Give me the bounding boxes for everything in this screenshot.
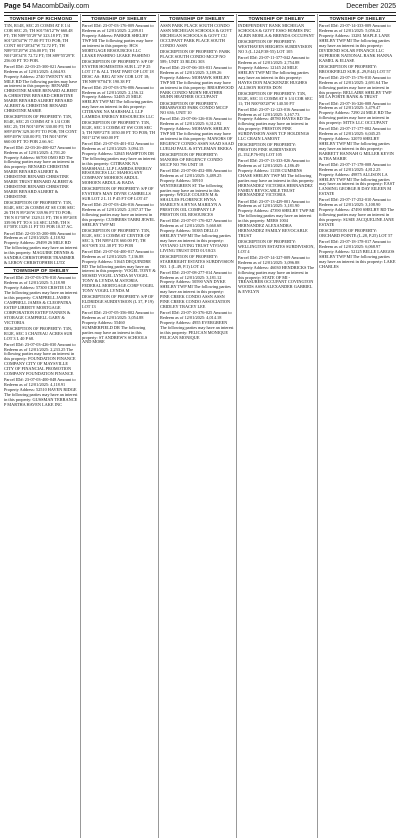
tax-notice-entry: Parcel ID#: 22-03-26-400-027 Amount to Redeem as of 12/01/2025: 4,701.20 Property Address: 66700 OMO RD The following parties may have an interest in this property: BENARD CHRISTINE MARIE BENARD ALBERT & CHRISTINE BENARD CHRISTINE MARIE TRUST BENARD ALBERT & CHRISTINE BENARD CHRISTINE MARIE BENARD ALBERT & CHRISTINE [4, 144, 76, 199]
notice-column-4 [238, 14, 315, 838]
tax-notice-entry: Parcel ID#: 23-07-06-126-016 Amount to Redeem as of 12/01/2025: 6,312.92 Property Address: MOHAWK SHELBY TWP MI The following parties may have an interest in this property: MANORS OF REGENCY CONDO ASSN SAAD SAAD LUELHJ PAUL & STYLEMAN EKEKA [160, 116, 234, 151]
notice-column-2 [82, 14, 156, 838]
tax-notice-entry: DESCRIPTION OF PROPERTY: T3N, R14E, SEC 26 COMM AT SE COR SEC 26 TH N 89°26'W 339.96 FT TO POB; TH N 01°58'W 1329.11 FT; TH S 89°26'E 339.96 FT TO S 1/4 SEC LINE; TH S 01°58'E 1329.11 FT TO POB 10.37 AC. [4, 199, 77, 230]
column-divider [158, 14, 159, 838]
tax-notice-entry: DESCRIPTION OF PROPERTY: WESTHAVEN HEIGHTS SUBDIVISION NO 3 (L.124,P.38-55) LOT 105 [238, 39, 313, 55]
township-section-header: TOWNSHIP OF SHELBY [238, 15, 315, 22]
township-section-header: TOWNSHIP OF RICHMOND [4, 15, 78, 22]
tax-notice-entry: Parcel ID#: 23-07-14-327-009 Amount to Redeem as of 12/01/2025: 3,096.88 Property Address: 46030 HENDRICKS The following parties may have an interest in this property: STATE OF MI - TREASURER OCCUPANT COVINGTON WOODS ASSN ALEXANDER GABRIEL & EVELYN [238, 254, 315, 295]
tax-notice-entry: Parcel ID#: 23-07-06-452-006 Amount to Redeem as of 12/01/2025: 3,489.25 Property Address: 50910 WINTERGREEN ST The following parties may have an interest in this property: WIGLE COLEEN M & SHAULES FLORENCE HYNA MARILYN A HYNA MARILYN A PRESTON OIL COMPANY LP PRESTON OIL RESOURCES [160, 167, 232, 218]
tax-notice-entry: Parcel ID#: 23-07-03-426-016 Amount to Redeem as of 12/01/2025: 2,937.37 The following parties may have an interest in this property: CUMBERS TABBI JEWEL SHELBY TWP MI [82, 202, 155, 227]
site-name: MacombDaily.com [32, 3, 90, 10]
tax-notice-entry: DESCRIPTION OF PROPERTY: MANORS OF REGENCY CONDO MCCP NO 796 UNIT 18 [160, 152, 223, 167]
tax-notice-entry: DESCRIPTION OF PROPERTY: PARK PLACE SOUTH CONDO MCCP NO 589; UNIT 33 BLDG 303 [160, 49, 231, 64]
tax-notice-entry: ASSN PARK PLACE SOUTH CONDO ASSN MICHIGAN SCHOOLS & GOVT MICHIGAN SCHOOLS & GOVT CU OCCUPANT PARK PLACE SOUTH CONDO ASSN [160, 23, 233, 49]
tax-notice-entry: DESCRIPTION OF PROPERTY: S/P OF ELDRIDGE SUBDIVISION (L 37, P 19) LOT 13 [82, 294, 154, 309]
tax-notice-entry: Parcel ID#: 23-07-13-429-001 Amount to Redeem as of 12/01/2025: 3,181.90 Property Address: 47390 SHELBY TWP MI The following parties may have an interest in this property: MERS 1004 HERNANDEZ ALEXANDRA HERNANDEZ FAMILY REVOCABLE TRUST [238, 198, 315, 238]
township-section-header: TOWNSHIP OF SHELBY [319, 15, 396, 22]
tax-notice-entry: INDEPENDENT BANK MICHIGAN SCHOOLS & GOVT ESSO HOMES INC ALBIN MORLA & BRENDA OCCUPANT [238, 23, 315, 39]
tax-notice-entry: DESCRIPTION OF PROPERTY: T3N, R14E, SEC 25 COMM AT S 1/4 COR SEC 25; TH N01°49'W 330.00 FT; TH S89°49'W 329.30 FT TO POB; TH CONT S89°49'W 330.00 FT; TH N01°49'W 660.00 FT TO POB 2.66 AC [4, 114, 78, 144]
tax-notice-entry: DESCRIPTION OF PROPERTY: S/P OF EYSTER'S MAN DIVNE CAMBELLS SUB LOT 2 L 11 P 45 FT OF LOT 47 [82, 186, 154, 202]
header-rule [4, 12, 396, 13]
tax-notice-entry: Parcel ID#: 23-07-03-400-048 Amount to Redeem as of 12/01/2025: 4,118.91 Property Address: 52510 HAVEN RIDGE The following parties may have an interest in this property: GUSSMAN TERRANCE P MARTHA HAVEN LAKE INC [4, 377, 78, 407]
tax-notice-entry: DESCRIPTION OF PROPERTY: ORCHARD POINTE (L.28, P.25) LOT 57 [319, 227, 393, 238]
tax-notice-entry: Parcel ID#: 23-07-11-377-042 Amount to Redeem as of 12/01/2025: 2,754.88 Property Address: 12145 24 MILE SHELBY TWP MI The following parties may have an interest in this property: HAYES DON MACKENZIE HUGHES ALLISON HAYES DON [238, 55, 310, 90]
tax-notice-entry: Parcel ID#: 23-07-06-103-031 Amount to Redeem as of 12/01/2025: 3,189.26 Property Address: MOHAWK SHELBY TWP MI The following parties may have an interest in this property: BRIARWOOD PARK CONDO MUHN HEATHER MUHN HEATHER OCCUPANT [160, 65, 234, 100]
notice-column-1 [4, 14, 78, 838]
notice-column-5 [319, 14, 396, 838]
tax-notice-entry: DESCRIPTION OF PROPERTY: BRIARWOOD PARK CONDO MCCP NO 636; UNIT 10 [160, 100, 228, 116]
column-divider [236, 14, 237, 838]
tax-notice-entry: DESCRIPTION OF PROPERTY: PRESTON PINE SUBDIVISION (L.152,P.76-85) LOT 105 [238, 142, 297, 157]
tax-notice-entry: Parcel ID#: 23-07-03-376-010 Amount to Redeem as of 12/01/2025: 5,118.98 Property Address: 57300 CRISTIE LN The following parties may have an interest in this property: CAMPBELL JAMES CAMPBELL JAMES & CLEOPATRA ESTEP LIBERTY MORTGAGE CORPORATION ESTEP TANNEN & STORAGE CAMPBELL GARY & VICTORIA [4, 275, 78, 325]
tax-notice-entry: Parcel ID#: 23-07-07-176-027 Amount to Redeem as of 12/01/2025: 5,660.68 Property Address: 50385 DELLO SHELBY TWP MI The following parties may have an interest in this property: VIVIANO LIVING TRUST VIVIANO LIVING TRUST DTD 01/18/23 [160, 218, 232, 253]
tax-notice-entry: Parcel ID#: 23-07-03-376-006 Amount to Redeem as of 12/01/2025: 2,156.12 Property Address: 52485 25 MILE SHELBY TWP MI The following parties may have an interest in this property: CITIBANK NA MARSHALL LLP LAMBDA ENERGY RESOURCES LLC [82, 84, 154, 120]
tax-notice-entry: Parcel ID#: 23-07-16-326-008 Amount to Redeem as of 12/01/2025: 3,479.47 Property Address: 7290 24 MILE RD The following parties may have an interest in this property: MTTS LLC OCCUPANT [319, 100, 392, 126]
tax-notice-entry: Parcel ID#: 22-03-25-300-021 Amount to Redeem as of 12/01/2025: 4,664.93 Property Address: 2740 TWENTY SIX MILE RD The following parties may have an interest in this property: BENARD CHRISTINE MARIE BENARD ALBERT & CHRISTINE BENARD CHRISTINE MARIE BENARD ALBERT BENARD ALBERT & CHRISTINE BENARD CHRISTINE MARIE [4, 63, 78, 113]
tax-notice-entry: Parcel ID#: 23-07-08-277-014 Amount to Redeem as of 12/01/2025: 3,181.12 Property Address: 50590 VAN DYKE SHELBY TWP MI The following parties may have an interest in this property: PINE CREEK CONDO ASSN ASSN PINE CREEK CONDO ASSOCIATION CRIDLEY TRACEY LEE [160, 269, 232, 309]
tax-notice-entry: Parcel ID#: 23-07-17-177-002 Amount to Redeem as of 12/01/2025: 6,045.25 Property Address: 32070 SHELBY SHELBY TWP MI The following parties may have an interest in this property: BARRETT HANNAH G MILLER KEVIN & TRA MARIE [319, 126, 394, 161]
township-section-header: TOWNSHIP OF SHELBY [4, 267, 78, 274]
page-number: Page 54 [4, 3, 31, 10]
tax-notice-entry: Parcel ID#: 23-07-03-176-009 Amount to Redeem as of 12/01/2025: 2,209.01 Property Address: PARKER SHELBY TWP MI The following parties may have an interest in this property: HCS MORTGAGE RESOURCES LLC LEAKE PASHINO LEAKE PASHINO [82, 23, 154, 58]
tax-notice-entry: Parcel ID#: 23-07-18-178-017 Amount to Redeem as of 12/01/2025: 6,068.97 Property Address: 52125 BELLE LARGOS SHELBY TWP MI The following parties may have an interest in this property: LAKE CHARLES [319, 238, 396, 269]
notice-column-3 [160, 14, 234, 838]
tax-notice-entry: T3N, R14E, SEC 25 COMM AT E 1/4 COR SEC 25; TH S01°56'12"W 660.48 FT; TH N89°55'29"W 323.18 FT; TH S01°28'34"W 77.00 FT TO POB; TH CONT S01°28'34"W 72.72 FT; TH N89°55'29"W 256.00 FT; TH N01°28'34"E 72.72 FT; TH S89°55'29"E 256.00 FT TO POB. [4, 23, 75, 63]
tax-notice-entry: DESCRIPTION OF PROPERTY: STARBRIGHT ESTATES SUBDIVISION NO. 1 (L.49, P.1) LOT 41 [160, 253, 234, 269]
issue-date: December 2025 [346, 3, 396, 10]
tax-notice-entry: Parcel ID#: 23-07-15-176-010 Amount to Redeem as of 12/01/2025: 2,691.64 The following parties may have an interest in this property: BELLAIRE SHELBY TWP MI LA PORTE BANK & TRUST [319, 74, 392, 100]
tax-notice-entry: Parcel ID#: 23-07-17-178-008 Amount to Redeem as of 12/01/2025: 4,812.25 Property Address: 49875 ALLISON LA SHELBY TWP MI The following parties may have an interest in this property: EAST LANSING GEORGE B DAY EILEEN M ESTATE [319, 161, 395, 197]
township-section-header: TOWNSHIP OF SHELBY [82, 15, 156, 22]
tax-notice-entry: Parcel ID#: 23-07-17-252-010 Amount to Redeem as of 12/01/2025: 3,108.90 Property Address: 47490 SHELBY RD The following parties may have an interest in this property: SUSIE JACQUELINE JANE ESTATE [319, 197, 395, 227]
tax-notice-entry: DESCRIPTION OF PROPERTY: T3N, R12E, SEC 3 COMM AT SW COR SEC 3; TH N89°27'E 1050.00 FT TO POB; TH N01°12'W 660.00 FT [82, 120, 156, 140]
township-section-header: TOWNSHIP OF SHELBY [160, 15, 234, 22]
tax-notice-entry: DESCRIPTION OF PROPERTY: BROOKFIELD SUB (L.29,P.44) LOT 57 [319, 63, 391, 74]
tax-notice-entry: Parcel ID#: 23-07-14-333-009 Amount to Redeem as of 12/01/2025: 5,056.22 Property Address: 13281 MAPLE LANE SHELBY TWP MI The following parties may have an interest in this property: DIVIDEND SOLAR FINANCE LLC SUPERIOR NATIONAL BANK HANNA KAMEL & ELIASE [319, 23, 393, 63]
tax-notice-entry: Parcel ID#: 23-07-12-123-016 Amount to Redeem as of 12/01/2025: 3,167.73 Property Address: 48780 HAYES RD The following parties may have an interest in this property: PRESTON PINE SUBDIVISION ASSN TCF HOLDINGS LLC CRAIN LAMONT [238, 106, 311, 142]
column-divider [80, 14, 81, 838]
tax-notice-entry: Parcel ID#: 22-03-35-200-006 Amount to Redeem as of 12/01/2025: 4,118.92 Property Address: 29499 26 MILE RD The following parties may have an interest in this property: MAGUIRE DENNIS & SANDRA CHRISTOPHER TRAMMER & LEROY CHRISTOPHER LUTZ [4, 230, 78, 265]
tax-notice-entry: DESCRIPTION OF PROPERTY: T3N, R12E, SEC 3 CHATEAU ACRES SUB LOT 3 L 40 P 68. [4, 325, 73, 341]
tax-notice-entry: Parcel ID#: 23-07-03-401-012 Amount to Redeem as of 12/01/2025: 3,094.15 Property Address: 52845 HAMPTON DR The following parties may have an interest in this property: CITIBANK NA MARSHALL LLP LAMBDA ENERGY RESOURCES LLC MAHOGANY COMPANY MOHOEN ABDUL MOHOEN ABDUL & BADA [82, 141, 156, 186]
tax-notice-entry: DESCRIPTION OF PROPERTY: T3N, R12E, SEC 11 COMM AT S 1/4 COR SEC 11; TH N00°00'28"W 140.50 FT [238, 90, 313, 106]
page-header [4, 2, 396, 12]
tax-notice-entry: Parcel ID#: 23-07-10-376-025 Amount to Redeem as of 12/01/2025: 4,014.18 Property Address: 4955 EVERGREEN The following parties may have an interest in this property: PELICAN MONIQUE PELICAN MONIQUE [160, 310, 234, 340]
tax-notice-entry: DESCRIPTION OF PROPERTY: WELLINGTON ESTATES SUBDIVISION, LOT 4 [238, 238, 315, 254]
tax-notice-entry: Parcel ID#: 23-07-05-356-002 Amount to Redeem as of 12/01/2025: 3,054.88 Property Address: 55460 SUMMERFIELD DR The following parties may have an interest in this property: ST ANDREW'S SCHOOLS AND MORE [82, 310, 154, 345]
tax-notice-entry: Parcel ID#: 23-07-04-400-017 Amount to Redeem as of 12/01/2025: 7,136.88 Property Address: 51645 DEQUINDRE RD The following parties may have an interest in this property: VOGEL TONY & MOSED VOGEL LYNDA M VOGEL TONY & LYNDA M ASTORIA FEDERAL MORTGAGE CORP VOGEL TONY VOGEL LYNDA M [82, 248, 156, 294]
tax-notice-entry: DESCRIPTION OF PROPERTY: T3N, R12E, SEC 3 COMM AT CENTER OF SEC 3; TH N89°41'E 660.00 FT; TH S01°08'E 331.38 FT TO POB [82, 227, 151, 248]
tax-notice-entry: DESCRIPTION OF PROPERTY: S/P OF EYSTER HOMESITES SUB L 27 P 25 LOT 17 & ALL THAT PART OF LOT 18 DESC AS: BEG AT SW COR LOT 18; TH N89°07'04"E 190.38 FT [82, 58, 154, 84]
tax-notice-entry: Parcel ID#: 23-07-13-333-026 Amount to Redeem as of 12/01/2025: 4,186.49 Property Address: 11158 CUMMINS CHASE SHELBY TWP MI The following parties may have an interest in this property: HERNANDEZ VICTORIA HERNANDEZ FAMILY REVOCABLE TRUST HERNANDEZ VICTORIA [238, 158, 315, 198]
tax-notice-entry: Parcel ID#: 23-07-03-426-030 Amount to Redeem as of 12/01/2025: 2,233.25 The following parties may have an interest in this property: FOUNDATION FINANCE COMPANY CITY OF MAYSVILLE CITY OF FINANCIAL PROMOTION COMPANY FOUNDATION FINANCE [4, 341, 76, 377]
column-divider [317, 14, 318, 838]
